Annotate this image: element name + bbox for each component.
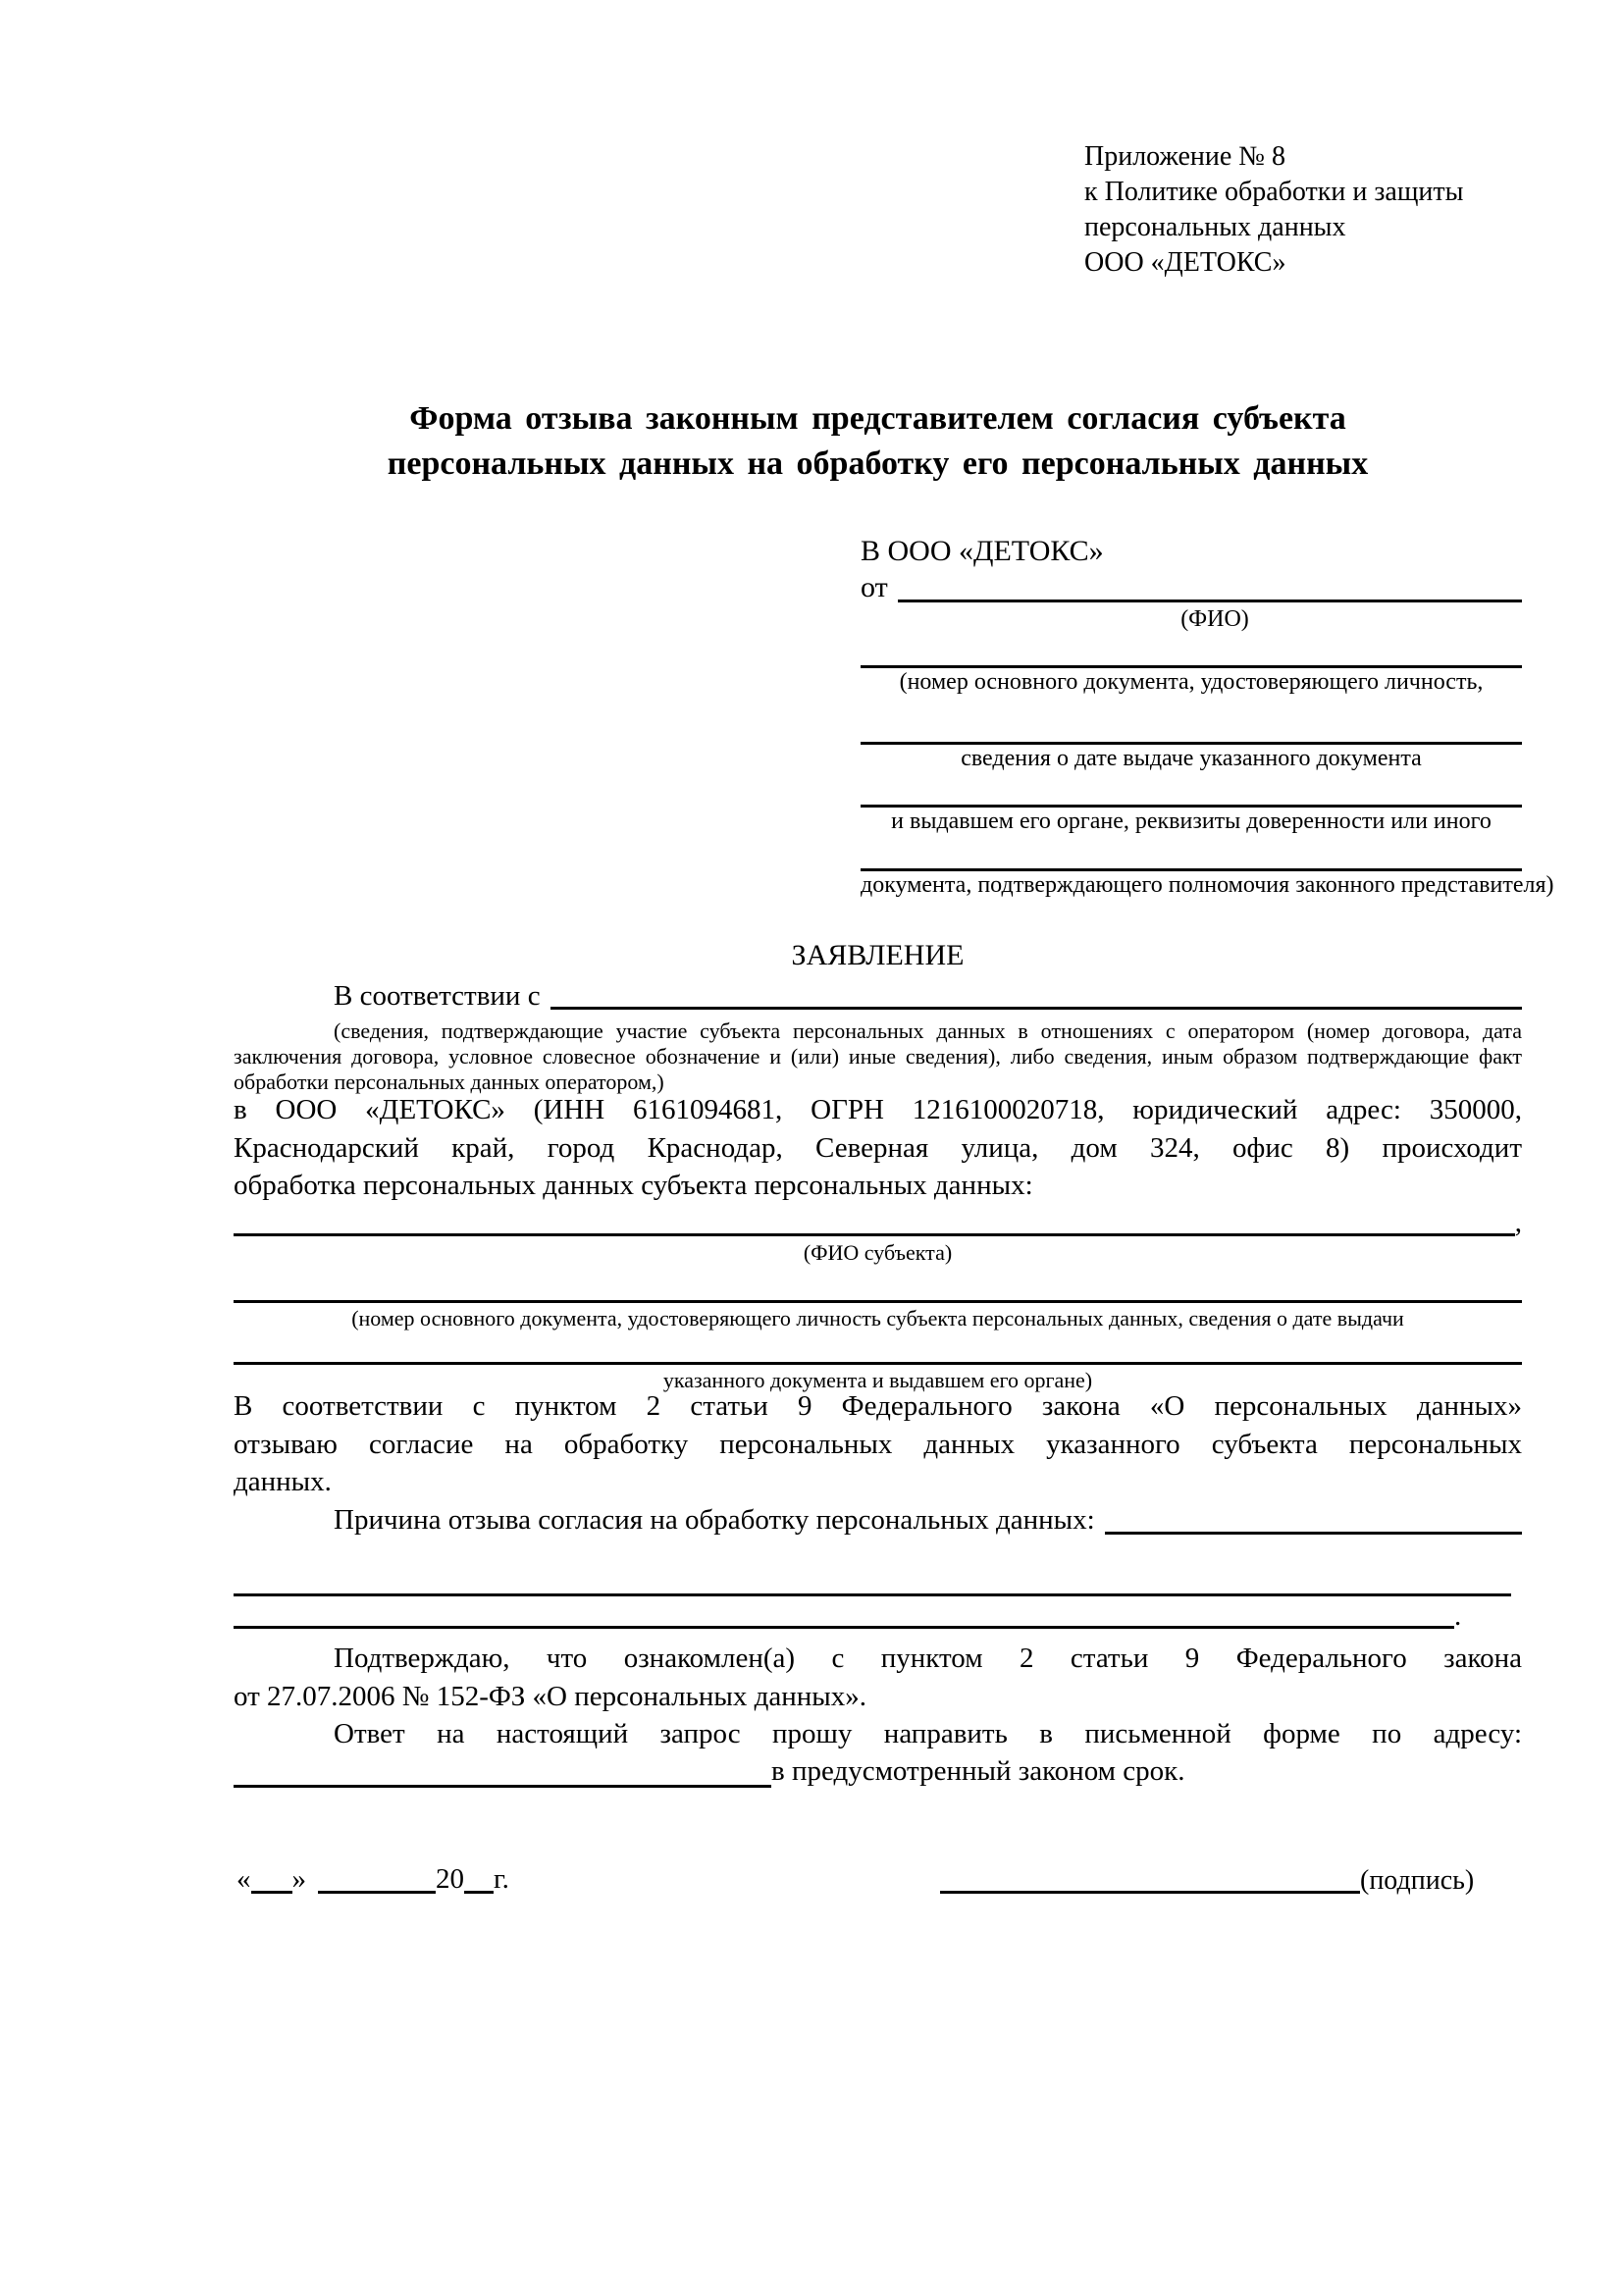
- fio-caption: (ФИО): [1180, 606, 1249, 632]
- addressee-from-row: [861, 573, 1522, 602]
- fine-print-line: обработки персональных данных оператором,): [234, 1070, 664, 1094]
- subject-document-caption: (номер основного документа, удостоверяющего личность субъекта персональных данных, сведения о дате выдачи: [351, 1306, 1404, 1331]
- confirmation-paragraph-line: Подтверждаю, что ознакомлен(а) с пунктом 2 статьи 9 Федерального закона: [334, 1643, 1522, 1674]
- response-address-row: [234, 1755, 1522, 1788]
- intro-blank-line: [550, 982, 1522, 1010]
- month-blank: [318, 1865, 436, 1894]
- day-blank: [251, 1865, 292, 1894]
- date-row: [236, 1864, 509, 1894]
- trailing-comma: ,: [1514, 1207, 1522, 1238]
- document-number-blank-line: [861, 665, 1522, 668]
- fine-print: [234, 1018, 1522, 1095]
- representative-authority-caption: документа, подтверждающего полномочия законного представителя): [861, 872, 1554, 898]
- issuing-authority-caption: и выдавшем его органе, реквизиты доверенности или иного: [891, 809, 1492, 834]
- operator-paragraph-line: в ООО «ДЕТОКС» (ИНН 6161094681, ОГРН 1216100020718, юридический адрес: 350000,: [234, 1094, 1522, 1125]
- subject-fio-row: [234, 1209, 1522, 1236]
- withdrawal-paragraph-line: В соответствии с пунктом 2 статьи 9 Федерального закона «О персональных данных»: [234, 1390, 1522, 1422]
- date-close-quote: »: [291, 1863, 306, 1895]
- statement-heading: ЗАЯВЛЕНИЕ: [791, 939, 965, 971]
- response-paragraph: [234, 1715, 1522, 1753]
- response-paragraph-tail: в предусмотренный законом срок.: [771, 1755, 1185, 1787]
- operator-paragraph: [234, 1091, 1522, 1205]
- addressee-organization: В ООО «ДЕТОКС»: [861, 535, 1104, 567]
- subject-document-blank-line: [234, 1300, 1522, 1303]
- reason-continuation-blank-line-2: [234, 1603, 1454, 1629]
- intro-row: [234, 982, 1522, 1010]
- reason-blank-line: [1105, 1505, 1522, 1535]
- issuing-authority-blank-line: [861, 805, 1522, 808]
- fio-blank-line: [898, 573, 1522, 602]
- withdrawal-paragraph: [234, 1387, 1522, 1501]
- operator-paragraph-line: обработка персональных данных субъекта персональных данных:: [234, 1170, 1033, 1201]
- signature-caption: (подпись): [1360, 1865, 1475, 1896]
- reason-continuation-row-2: [234, 1600, 1522, 1632]
- issue-date-caption: сведения о дате выдаче указанного документа: [961, 746, 1422, 771]
- response-address-blank-line: [234, 1755, 771, 1788]
- withdrawal-paragraph-line: данных.: [234, 1466, 332, 1497]
- signature-blank-line: [940, 1891, 1360, 1894]
- subject-document-blank-line-2: [234, 1362, 1522, 1365]
- reason-continuation-blank-line: [234, 1593, 1511, 1596]
- subject-fio-caption: (ФИО субъекта): [803, 1240, 953, 1265]
- reason-row: [234, 1505, 1522, 1535]
- date-open-quote: «: [236, 1863, 251, 1895]
- reason-label: Причина отзыва согласия на обработку персональных данных:: [334, 1504, 1095, 1536]
- trailing-period: .: [1454, 1600, 1462, 1632]
- from-label: от: [861, 571, 888, 603]
- issue-date-blank-line: [861, 742, 1522, 745]
- header-note-line: ООО «ДЕТОКС»: [1084, 247, 1286, 278]
- intro-lead: В соответствии с: [334, 980, 541, 1012]
- response-paragraph-line: Ответ на настоящий запрос прошу направить в письменной форме по адресу:: [334, 1718, 1522, 1749]
- year-suffix: г.: [494, 1863, 509, 1895]
- withdrawal-paragraph-line: отзываю согласие на обработку персональных данных указанного субъекта персональных: [234, 1428, 1522, 1460]
- header-note: [1084, 139, 1463, 281]
- year-blank: [464, 1865, 494, 1894]
- header-note-line: к Политике обработки и защиты: [1084, 177, 1464, 207]
- document-title-line: Форма отзыва законным представителем согласия субъекта: [409, 400, 1346, 437]
- document-title-line: персональных данных на обработку его персональных данных: [387, 445, 1369, 482]
- confirmation-paragraph-line: от 27.07.2006 № 152-ФЗ «О персональных данных».: [234, 1680, 867, 1712]
- document-title: [234, 396, 1522, 487]
- year-prefix: 20: [436, 1863, 464, 1895]
- document-number-caption: (номер основного документа, удостоверяющего личность,: [899, 669, 1484, 695]
- fine-print-line: заключения договора, условное словесное обозначение и (или) иные сведения), либо сведения, иным образом подтверждающие факт: [234, 1044, 1522, 1069]
- representative-authority-blank-line: [861, 868, 1522, 871]
- subject-document-caption-2: указанного документа и выдавшем его органе): [662, 1368, 1093, 1392]
- confirmation-paragraph: [234, 1640, 1522, 1715]
- operator-paragraph-line: Краснодарский край, город Краснодар, Северная улица, дом 324, офис 8) происходит: [234, 1131, 1522, 1164]
- header-note-line: персональных данных: [1084, 212, 1346, 242]
- subject-fio-blank-line: [234, 1209, 1515, 1236]
- header-note-line: Приложение № 8: [1084, 141, 1285, 172]
- fine-print-line: (сведения, подтверждающие участие субъекта персональных данных в отношениях с оператором (номер договора, дата: [334, 1018, 1522, 1043]
